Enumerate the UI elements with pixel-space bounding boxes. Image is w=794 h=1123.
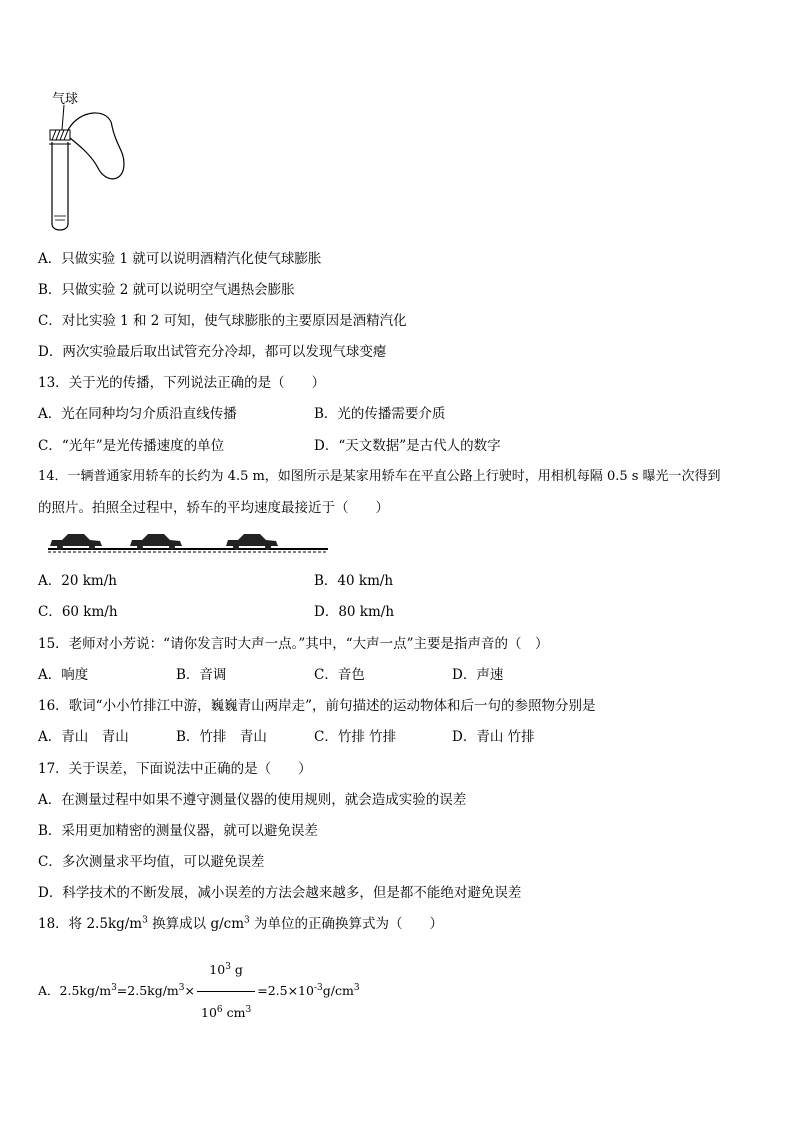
q12-option-c: C．对比实验 1 和 2 可知，使气球膨胀的主要原因是酒精汽化 <box>38 313 407 329</box>
q18-stem-pre: 18．将 2.5kg/m <box>38 916 143 932</box>
q15-stem: 15．老师对小芳说：“请你发言时大声一点。”其中，“大声一点”主要是指声音的（ ） <box>38 636 549 652</box>
q13-option-d: D．“天文数据”是古代人的数字 <box>314 438 501 454</box>
q18-a-result-unit: g/cm <box>322 983 354 998</box>
balloon-test-tube-figure <box>40 86 130 236</box>
q15-option-a: A．响度 <box>38 667 89 683</box>
q18-fraction-numerator <box>197 950 255 992</box>
q13-stem: 13．关于光的传播，下列说法正确的是（ ） <box>38 375 326 391</box>
q18-stem <box>38 915 443 933</box>
q16-option-c: C．竹排 竹排 <box>314 729 397 745</box>
q14-stem-line2: 的照片。拍照全过程中，轿车的平均速度最接近于（ ） <box>38 500 389 516</box>
q18-num-exp: 3 <box>225 961 231 972</box>
q14-option-b: B．40 km/h <box>314 573 394 589</box>
q18-stem-mid: 换算成以 g/cm <box>147 916 244 932</box>
q18-fraction <box>197 950 255 1033</box>
q17-option-d: D．科学技术的不断发展，减小误差的方法会越来越多，但是都不能绝对避免误差 <box>38 885 522 901</box>
q15-option-b: B．音调 <box>176 667 227 683</box>
q18-a-result: =2.5×10 <box>257 983 314 998</box>
balloon-label: 气球 <box>52 92 79 107</box>
car-2 <box>130 534 182 550</box>
q13-option-c: C．“光年”是光传播速度的单位 <box>38 438 225 454</box>
q18-fraction-denominator <box>197 992 255 1033</box>
q16-option-d: D．青山 竹排 <box>452 729 535 745</box>
q18-den-unit: cm <box>222 1005 246 1020</box>
q14-option-c: C．60 km/h <box>38 604 118 620</box>
q18-a-times: × <box>184 983 196 998</box>
q18-num-base: 10 <box>209 962 226 977</box>
balloon-tube-drawing <box>40 86 130 236</box>
q18-den-unit-exp: 3 <box>245 1004 252 1015</box>
q16-option-b: B．竹排 青山 <box>176 729 267 745</box>
q18-a-result-exp: -3 <box>313 982 323 993</box>
q18-den-base: 10 <box>201 1005 217 1020</box>
q18-option-a <box>38 950 360 1033</box>
q12-option-b: B．只做实验 2 就可以说明空气遇热会膨胀 <box>38 282 295 298</box>
q16-option-a: A．青山 青山 <box>38 729 129 745</box>
q18-a-result-unit-exp: 3 <box>353 982 360 993</box>
q18-a-sup2: 3 <box>178 982 185 993</box>
q17-option-a: A．在测量过程中如果不遵守测量仪器的使用规则，就会造成实验的误差 <box>38 792 467 808</box>
q18-stem-post: 为单位的正确换算式为（ ） <box>249 916 444 932</box>
q14-stem-line1: 14．一辆普通家用轿车的长约为 4.5 m，如图所示是某家用轿车在平直公路上行驶时，用相机每隔 0.5 s 曝光一次得到 <box>38 469 721 484</box>
q16-stem: 16．歌词“小小竹排江中游，巍巍青山两岸走”，前句描述的运动物体和后一句的参照物分别是 <box>38 698 596 714</box>
q13-option-b: B．光的传播需要介质 <box>314 406 446 422</box>
q17-option-b: B．采用更加精密的测量仪器，就可以避免误差 <box>38 823 318 839</box>
cars-road-drawing <box>44 530 334 554</box>
car-1 <box>50 534 102 550</box>
q17-option-c: C．多次测量求平均值，可以避免误差 <box>38 854 265 870</box>
car-3 <box>226 534 278 550</box>
q18-num-unit: g <box>230 962 243 977</box>
q18-stem-sup: 3 <box>142 915 148 926</box>
q18-a-mid: =2.5kg/m <box>116 983 179 998</box>
q14-option-a: A．20 km/h <box>38 573 117 589</box>
q18-stem-sup2: 3 <box>244 915 250 926</box>
q18-a-prefix: A．2.5kg/m <box>38 983 112 998</box>
cars-road-figure <box>44 530 334 554</box>
q15-option-d: D．声速 <box>452 667 504 683</box>
q17-stem: 17．关于误差，下面说法中正确的是（ ） <box>38 761 312 777</box>
q18-den-exp: 6 <box>216 1004 223 1015</box>
q12-option-a: A．只做实验 1 就可以说明酒精汽化使气球膨胀 <box>38 251 322 267</box>
q18-a-sup1: 3 <box>111 982 117 993</box>
q13-option-a: A．光在同种均匀介质沿直线传播 <box>38 406 237 422</box>
q15-option-c: C．音色 <box>314 667 365 683</box>
q14-option-d: D．80 km/h <box>314 604 395 620</box>
q12-option-d: D．两次实验最后取出试管充分冷却，都可以发现气球变瘪 <box>38 344 387 360</box>
